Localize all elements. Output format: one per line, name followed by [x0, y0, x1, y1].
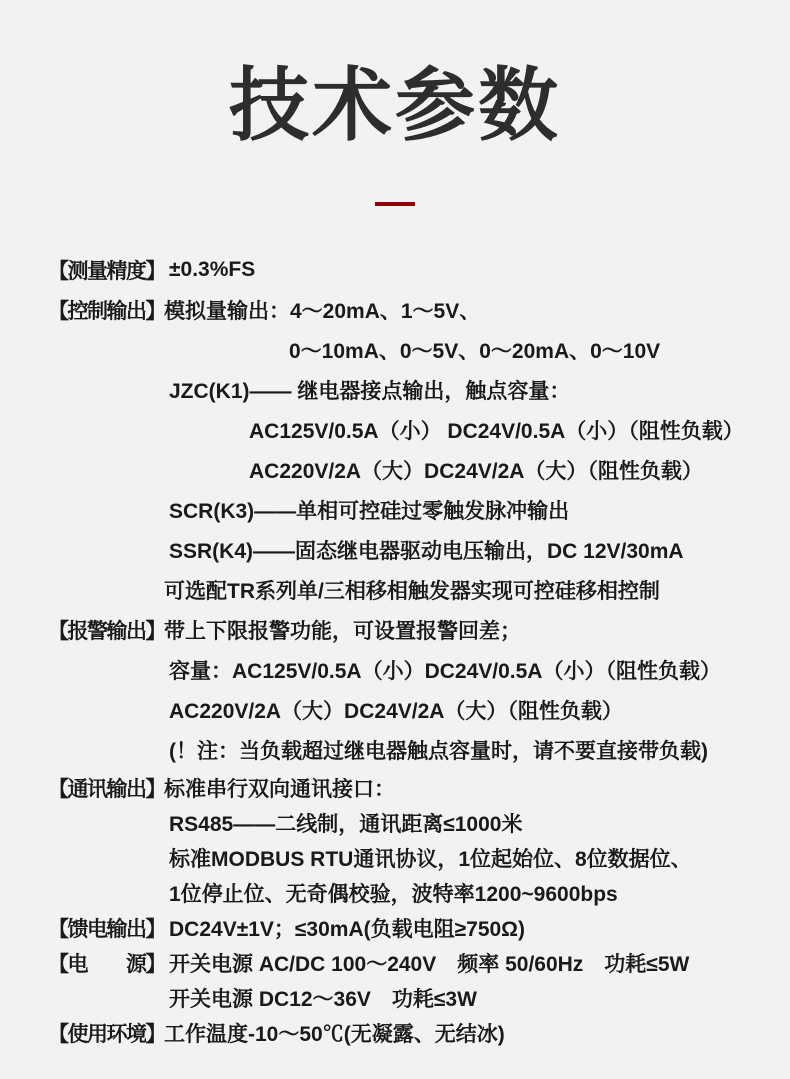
spec-row-measure-accuracy: [48, 250, 790, 290]
spec-label: 【使用环境】: [48, 1022, 165, 1046]
spec-row-feed-output: [48, 910, 790, 945]
spec-text: 可选配TR系列单/三相移相触发器实现可控硅移相控制: [164, 580, 660, 603]
spec-row-baud: [48, 875, 790, 910]
spec-row-relay-capacity-small: [48, 410, 790, 450]
spec-text: ±0.3%FS: [169, 258, 256, 281]
spec-row-alarm-output: [48, 610, 790, 650]
spec-text: SSR(K4)——固态继电器驱动电压输出，DC 12V/30mA: [169, 540, 684, 563]
spec-row-alarm-capacity-small: [48, 650, 790, 690]
spec-row-scr-output: [48, 490, 790, 530]
spec-row-jzc-relay: [48, 370, 790, 410]
spec-text: SCR(K3)——单相可控硅过零触发脉冲输出: [169, 500, 570, 523]
spec-text: DC24V±1V；≤30mA(负载电阻≥750Ω): [169, 917, 526, 941]
spec-row-rs485: [48, 805, 790, 840]
spec-row-control-output: [48, 290, 790, 330]
spec-row-alarm-capacity-large: [48, 690, 790, 730]
spec-text: 标准MODBUS RTU通讯协议，1位起始位、8位数据位、: [169, 847, 692, 871]
spec-text: AC220V/2A（大）DC24V/2A（大）（阻性负载）: [249, 460, 703, 483]
spec-row-alarm-note: [48, 730, 790, 770]
spec-row-environment: [48, 1015, 790, 1050]
spec-row-analog-ranges: [48, 330, 790, 370]
spec-row-modbus: [48, 840, 790, 875]
spec-label: 【通讯输出】: [48, 777, 165, 801]
spec-text: 容量：AC125V/0.5A（小）DC24V/0.5A（小）（阻性负载）: [169, 660, 721, 683]
spec-text: 开关电源 DC12～36V 功耗≤3W: [169, 987, 477, 1011]
spec-text: 1位停止位、无奇偶校验，波特率1200~9600bps: [169, 882, 618, 906]
spec-list: [0, 206, 790, 1050]
spec-row-power-ac: [48, 945, 790, 980]
spec-text: AC125V/0.5A（小） DC24V/0.5A（小）（阻性负载）: [249, 420, 744, 443]
spec-text: 标准串行双向通讯接口：: [164, 777, 395, 801]
spec-row-power-dc: [48, 980, 790, 1015]
spec-text: 开关电源 AC/DC 100～240V 频率 50/60Hz 功耗≤5W: [169, 952, 690, 976]
page-title: 技术参数: [229, 61, 561, 150]
spec-text: AC220V/2A（大）DC24V/2A（大）（阻性负载）: [169, 700, 623, 723]
spec-row-ssr-output: [48, 530, 790, 570]
spec-label: 【测量精度】: [48, 260, 165, 283]
spec-text: RS485——二线制，通讯距离≤1000米: [169, 812, 523, 836]
spec-row-tr-option: [48, 570, 790, 610]
spec-label: 【电 源】: [48, 952, 165, 976]
spec-text: 模拟量输出：4～20mA、1～5V、: [164, 300, 481, 323]
spec-text: (！注：当负载超过继电器触点容量时，请不要直接带负载): [169, 740, 708, 763]
spec-label: 【控制输出】: [48, 300, 165, 323]
spec-text: 0～10mA、0～5V、0～20mA、0～10V: [289, 340, 661, 363]
spec-text: 带上下限报警功能，可设置报警回差；: [164, 620, 521, 643]
spec-label: 【馈电输出】: [48, 917, 165, 941]
spec-row-relay-capacity-large: [48, 450, 790, 490]
spec-text: 工作温度-10～50℃(无凝露、无结冰): [164, 1022, 505, 1046]
spec-label: 【报警输出】: [48, 620, 165, 643]
spec-text: JZC(K1)—— 继电器接点输出，触点容量：: [169, 380, 571, 403]
spec-row-comm-output: [48, 770, 790, 805]
